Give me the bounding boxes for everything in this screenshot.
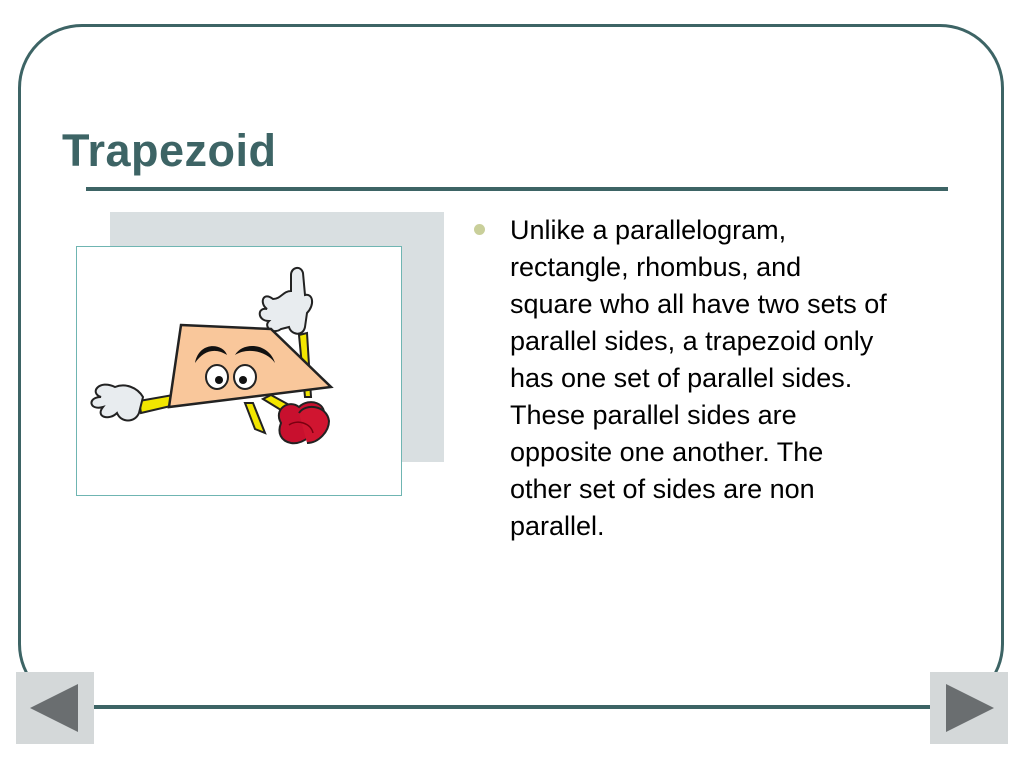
raised-glove-icon <box>260 268 312 334</box>
bullet-list <box>474 212 994 545</box>
red-shoes-icon <box>279 402 329 443</box>
bullet-text: Unlike a parallelogram, rectangle, rhombus, and square who all have two sets of parallel sides, a trapezoid only has one set of parallel sides. These parallel sides are opposite one another. The other set of sides are non parallel. <box>510 215 887 541</box>
right-triangle-arrow-icon <box>930 672 1008 744</box>
bullet-item <box>474 212 994 545</box>
left-triangle-arrow-icon <box>16 672 94 744</box>
bottom-rule <box>94 706 930 709</box>
trapezoid-clipart <box>76 246 402 496</box>
left-glove-icon <box>91 385 143 421</box>
slide-title: Trapezoid <box>62 125 277 176</box>
title-underline <box>86 187 948 191</box>
previous-slide-button[interactable] <box>16 672 94 744</box>
next-slide-button[interactable] <box>930 672 1008 744</box>
trapezoid-character-icon <box>77 247 403 497</box>
bullet-dot-icon <box>474 224 485 235</box>
